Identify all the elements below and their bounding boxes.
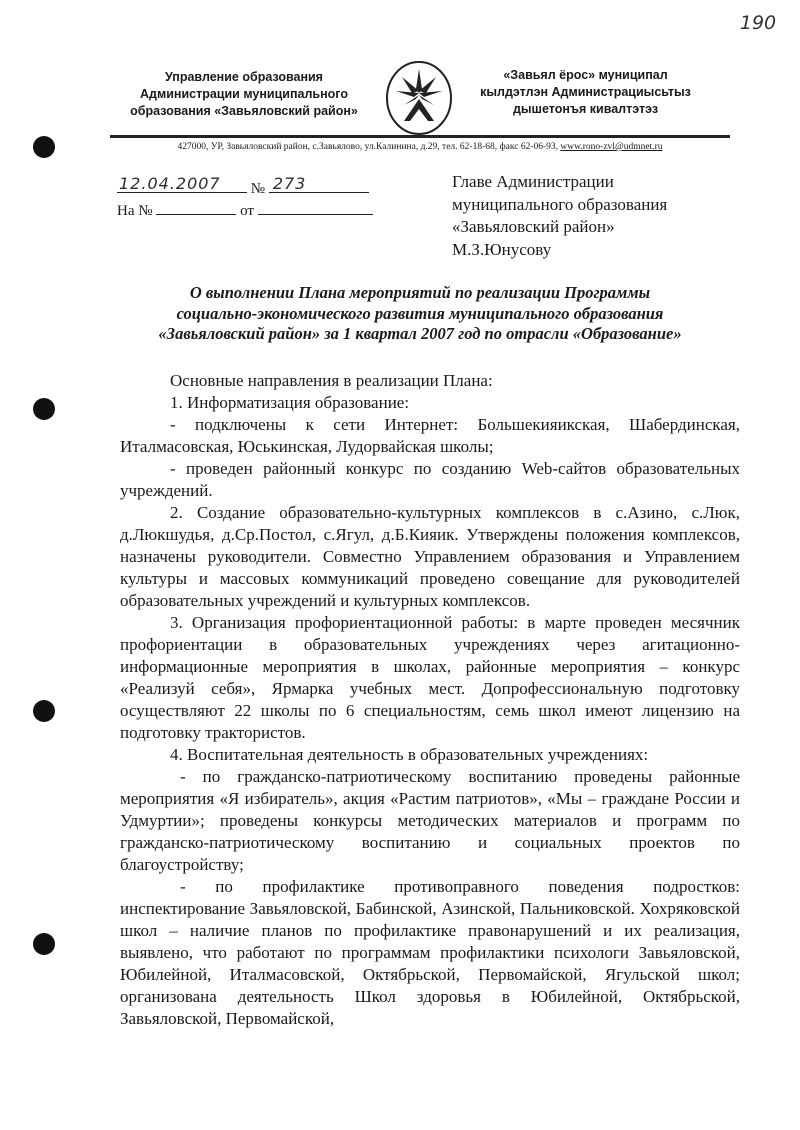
handwritten-number: 273 (272, 174, 307, 193)
item-4-patriotic: - по гражданско-патриотическому воспитанию проведены районные мероприятия «Я избиратель», акция «Растим патриотов», «Мы – граждане России и Удмуртии»; проведены конкурсы методических материалов и программ по гражданско-патриотическому воспитанию и социальных проектов по благоустройству; (120, 767, 740, 874)
addressee-line: муниципального образования (452, 194, 668, 214)
punch-hole (33, 700, 55, 722)
org-name-russian (110, 69, 378, 120)
item-1-internet: - подключены к сети Интернет: Большекияикская, Шабердинская, Италмасовская, Юськинская, Лудорвайская школы; (120, 415, 740, 456)
item-4-heading: 4. Воспитательная деятельность в образовательных учреждениях: (170, 745, 649, 764)
org-name-udmurt (468, 67, 703, 118)
org-name-line: дышетонъя кивалтэтэз (512, 102, 659, 116)
document-title (110, 283, 730, 345)
document-body (120, 370, 740, 1030)
contact-email: www.rono-zvl@udmnet.ru (560, 142, 663, 152)
org-name-line: Администрации муниципального (140, 87, 348, 101)
org-name-line: Управление образования (165, 70, 323, 84)
addressee-line: «Завьяловский район» (452, 217, 615, 236)
punch-hole (33, 398, 55, 420)
page-number: 190 (739, 12, 777, 34)
contact-line (110, 142, 730, 152)
org-name-line: образования «Завьяловский район» (130, 104, 358, 118)
reply-date-label: от (240, 203, 254, 219)
reply-date-field (258, 200, 373, 215)
item-1-web-contest: - проведен районный конкурс по созданию Web-сайтов образовательных учреждений. (120, 459, 740, 500)
number-label: № (250, 181, 266, 197)
title-line: социально-экономического развития муниципального образования (176, 303, 664, 323)
punch-hole (33, 933, 55, 955)
addressee-line: Главе Администрации (452, 172, 614, 191)
item-2-paragraph: 2. Создание образовательно-культурных комплексов в с.Азино, с.Люк, д.Люкшудья, д.Ср.Постол, с.Ягул, д.Б.Кияик. Утверждены положения комплексов, назначены руководители. Совместно Управлением образования и Управлением культуры и массовых коммуникаций проведено совещание для руководителей образовательных учреждений и культурных комплексов. (120, 503, 740, 610)
addressee-line: М.З.Юнусову (452, 239, 552, 259)
handwritten-date: 12.04.2007 (119, 174, 221, 193)
title-line: О выполнении Плана мероприятий по реализации Программы (189, 283, 651, 302)
incoming-reference (117, 200, 373, 220)
reply-number-label: На № (117, 203, 153, 219)
punch-hole (33, 136, 55, 158)
title-line: «Завьяловский район» за 1 квартал 2007 год по отрасли «Образование» (158, 324, 682, 343)
item-3-paragraph: 3. Организация профориентационной работы: в марте проведен месячник профориентации в образовательных учреждениях через агитационно-информационные мероприятия в школах, районные мероприятия – конкурс «Реализуй себя», Ярмарка учебных мест. Допрофессиональную подготовку осуществляют 22 школы по 6 специальностям, семь школ имеют лицензию на подготовку трактористов. (120, 613, 740, 742)
org-name-line: «Завьял ёрос» муниципал (503, 68, 668, 82)
outgoing-reference (117, 174, 369, 198)
org-name-line: кылдэтлэн Администрациысьтыз (480, 85, 691, 99)
addressee-block (452, 171, 667, 261)
reply-number-field (156, 200, 236, 215)
municipal-emblem-icon (384, 59, 454, 137)
contact-address: 427000, УР, Завьяловский район, с.Завьялово, ул.Калинина, д.29, тел. 62-18-68, факс 62-06-93, (177, 142, 561, 152)
item-4-prevention: - по профилактике противоправного поведения подростков: инспектирование Завьяловской, Бабинской, Азинской, Пальниковской. Хохряковской школ – наличие планов по профилактике правонарушений и их реализация, выявлено, что работают по программам профилактики психологи Завьяловской, Юбилейной, Италмасовской, Октябрьской, Первомайской, Ягульской школ; организована деятельность Школ здоровья в Юбилейной, Октябрьской, Завьяловской, Первомайской, (120, 877, 740, 1028)
intro-paragraph: Основные направления в реализации Плана: (170, 371, 493, 390)
item-1-heading: 1. Информатизация образование: (170, 393, 410, 412)
date-field (117, 174, 247, 193)
number-field (269, 174, 369, 193)
header-divider (110, 135, 730, 138)
